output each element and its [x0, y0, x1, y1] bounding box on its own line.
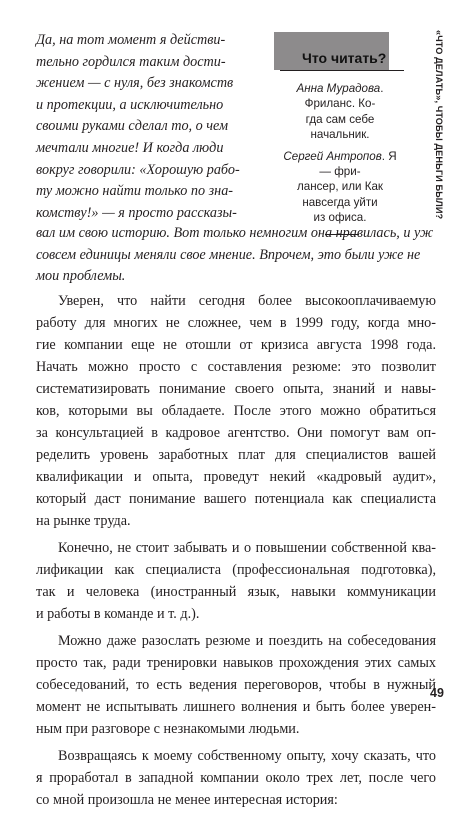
reading-entry	[276, 81, 404, 143]
box-title-row	[280, 40, 404, 71]
italic-quote	[36, 30, 264, 224]
text-line: квалификации и опыта, проведут некий «кадровый аудит»,	[36, 469, 436, 485]
entry-text: из офиса.	[313, 211, 367, 225]
text-line: гие компании еще не отошли от кризиса августа 1998 года.	[36, 337, 436, 353]
paragraph	[36, 290, 436, 532]
text-line: ределить уровень заработных плат для специалистов вашей	[36, 447, 436, 463]
text-line: который даст понимание вашего потенциала как специалиста	[36, 491, 436, 507]
text-line: Возвращаясь к моему собственному опыту, хочу сказать, что	[58, 748, 436, 764]
quote-line: тельно гордился таким дости-	[36, 53, 226, 70]
body-text	[36, 290, 436, 816]
quote-line: комству!» — я просто рассказы-	[36, 204, 237, 221]
box-title: Что читать?	[302, 50, 387, 66]
entry-text: . Фриланс. Ко-	[304, 82, 384, 111]
text-line: собеседований, то есть ведения переговоров, чтобы в нужный	[36, 677, 436, 693]
text-line: со мной произошла не менее интересная история:	[36, 792, 338, 808]
quote-line: мои проблемы.	[36, 268, 126, 285]
text-line: я проработал в западной компании около трех лет, после чего	[36, 770, 436, 786]
page-number: 49	[430, 686, 444, 700]
text-line: за консультацией в кадровое агентство. Они помогут вам оп-	[36, 425, 436, 441]
quote-line: своими руками сделал то, о чем	[36, 118, 229, 135]
paragraph	[36, 537, 436, 625]
running-head-text: «ЧТО ДЕЛАТЬ», ЧТОБЫ ДЕНЬГИ БЫЛИ?	[434, 30, 444, 220]
text-line: ным при разговоре с незнакомыми людьми.	[36, 721, 300, 737]
text-line: момент не испытывать лишнего волнения и быть более уверен-	[36, 699, 436, 715]
reading-entry	[276, 149, 404, 226]
text-line: систематизировать понимание своего опыта, знаний и навы-	[36, 381, 436, 397]
paragraph	[36, 745, 436, 811]
quote-line: ту можно найти только по зна-	[36, 183, 234, 200]
entry-text: лансер, или Как навсегда уйти	[297, 180, 383, 209]
text-line: Начать можно просто с составления резюме: это позволит	[36, 359, 436, 375]
entry-author: Анна Мурадова	[296, 82, 381, 95]
entry-author: Сергей Антропов	[283, 149, 382, 163]
text-line: Конечно, не стоит забывать и о повышении собственной ква-	[58, 540, 436, 556]
text-line: и работы в команде и т. д.).	[36, 606, 200, 622]
entry-text: . Я — фри-	[319, 149, 397, 179]
quote-line: мечтали многие! И когда люди	[36, 139, 224, 156]
text-line: Уверен, что найти сегодня более высокооплачиваемую	[58, 293, 436, 309]
quote-line: вокруг говорили: «Хорошую рабо-	[36, 161, 240, 178]
italic-quote-continuation	[36, 223, 436, 288]
running-head	[418, 30, 458, 240]
reading-sidebar-box	[280, 40, 404, 235]
quote-line: совсем единицы меняли свое мнение. Впрочем, это были уже не	[36, 246, 421, 263]
text-line: ков, которыми вы обладаете. После этого можно обратиться	[36, 403, 436, 419]
entry-text: гда сам себе начальник.	[305, 112, 375, 142]
quote-line: вал им свою историю. Вот только немногим она нравилась, и уж	[36, 225, 434, 241]
text-line: работу для многих не сложнее, чем в 1999 году, когда мно-	[36, 315, 436, 331]
paragraph	[36, 630, 436, 740]
quote-line: Да, на тот момент я действи-	[36, 32, 226, 48]
text-line: на рынке труда.	[36, 513, 131, 529]
quote-line: жением — с нуля, без знакомств	[36, 75, 234, 92]
text-line: просто так, ради тренировки навыков прохождения этих самых	[36, 655, 436, 671]
text-line: так и человека (иностранный язык, навыки коммуникации	[36, 584, 436, 600]
text-line: лификации как специалиста (профессиональная подготовка),	[36, 562, 436, 578]
text-line: Можно даже разослать резюме и поездить на собеседования	[58, 633, 436, 649]
quote-line: и протекции, а исключительно	[36, 96, 224, 113]
